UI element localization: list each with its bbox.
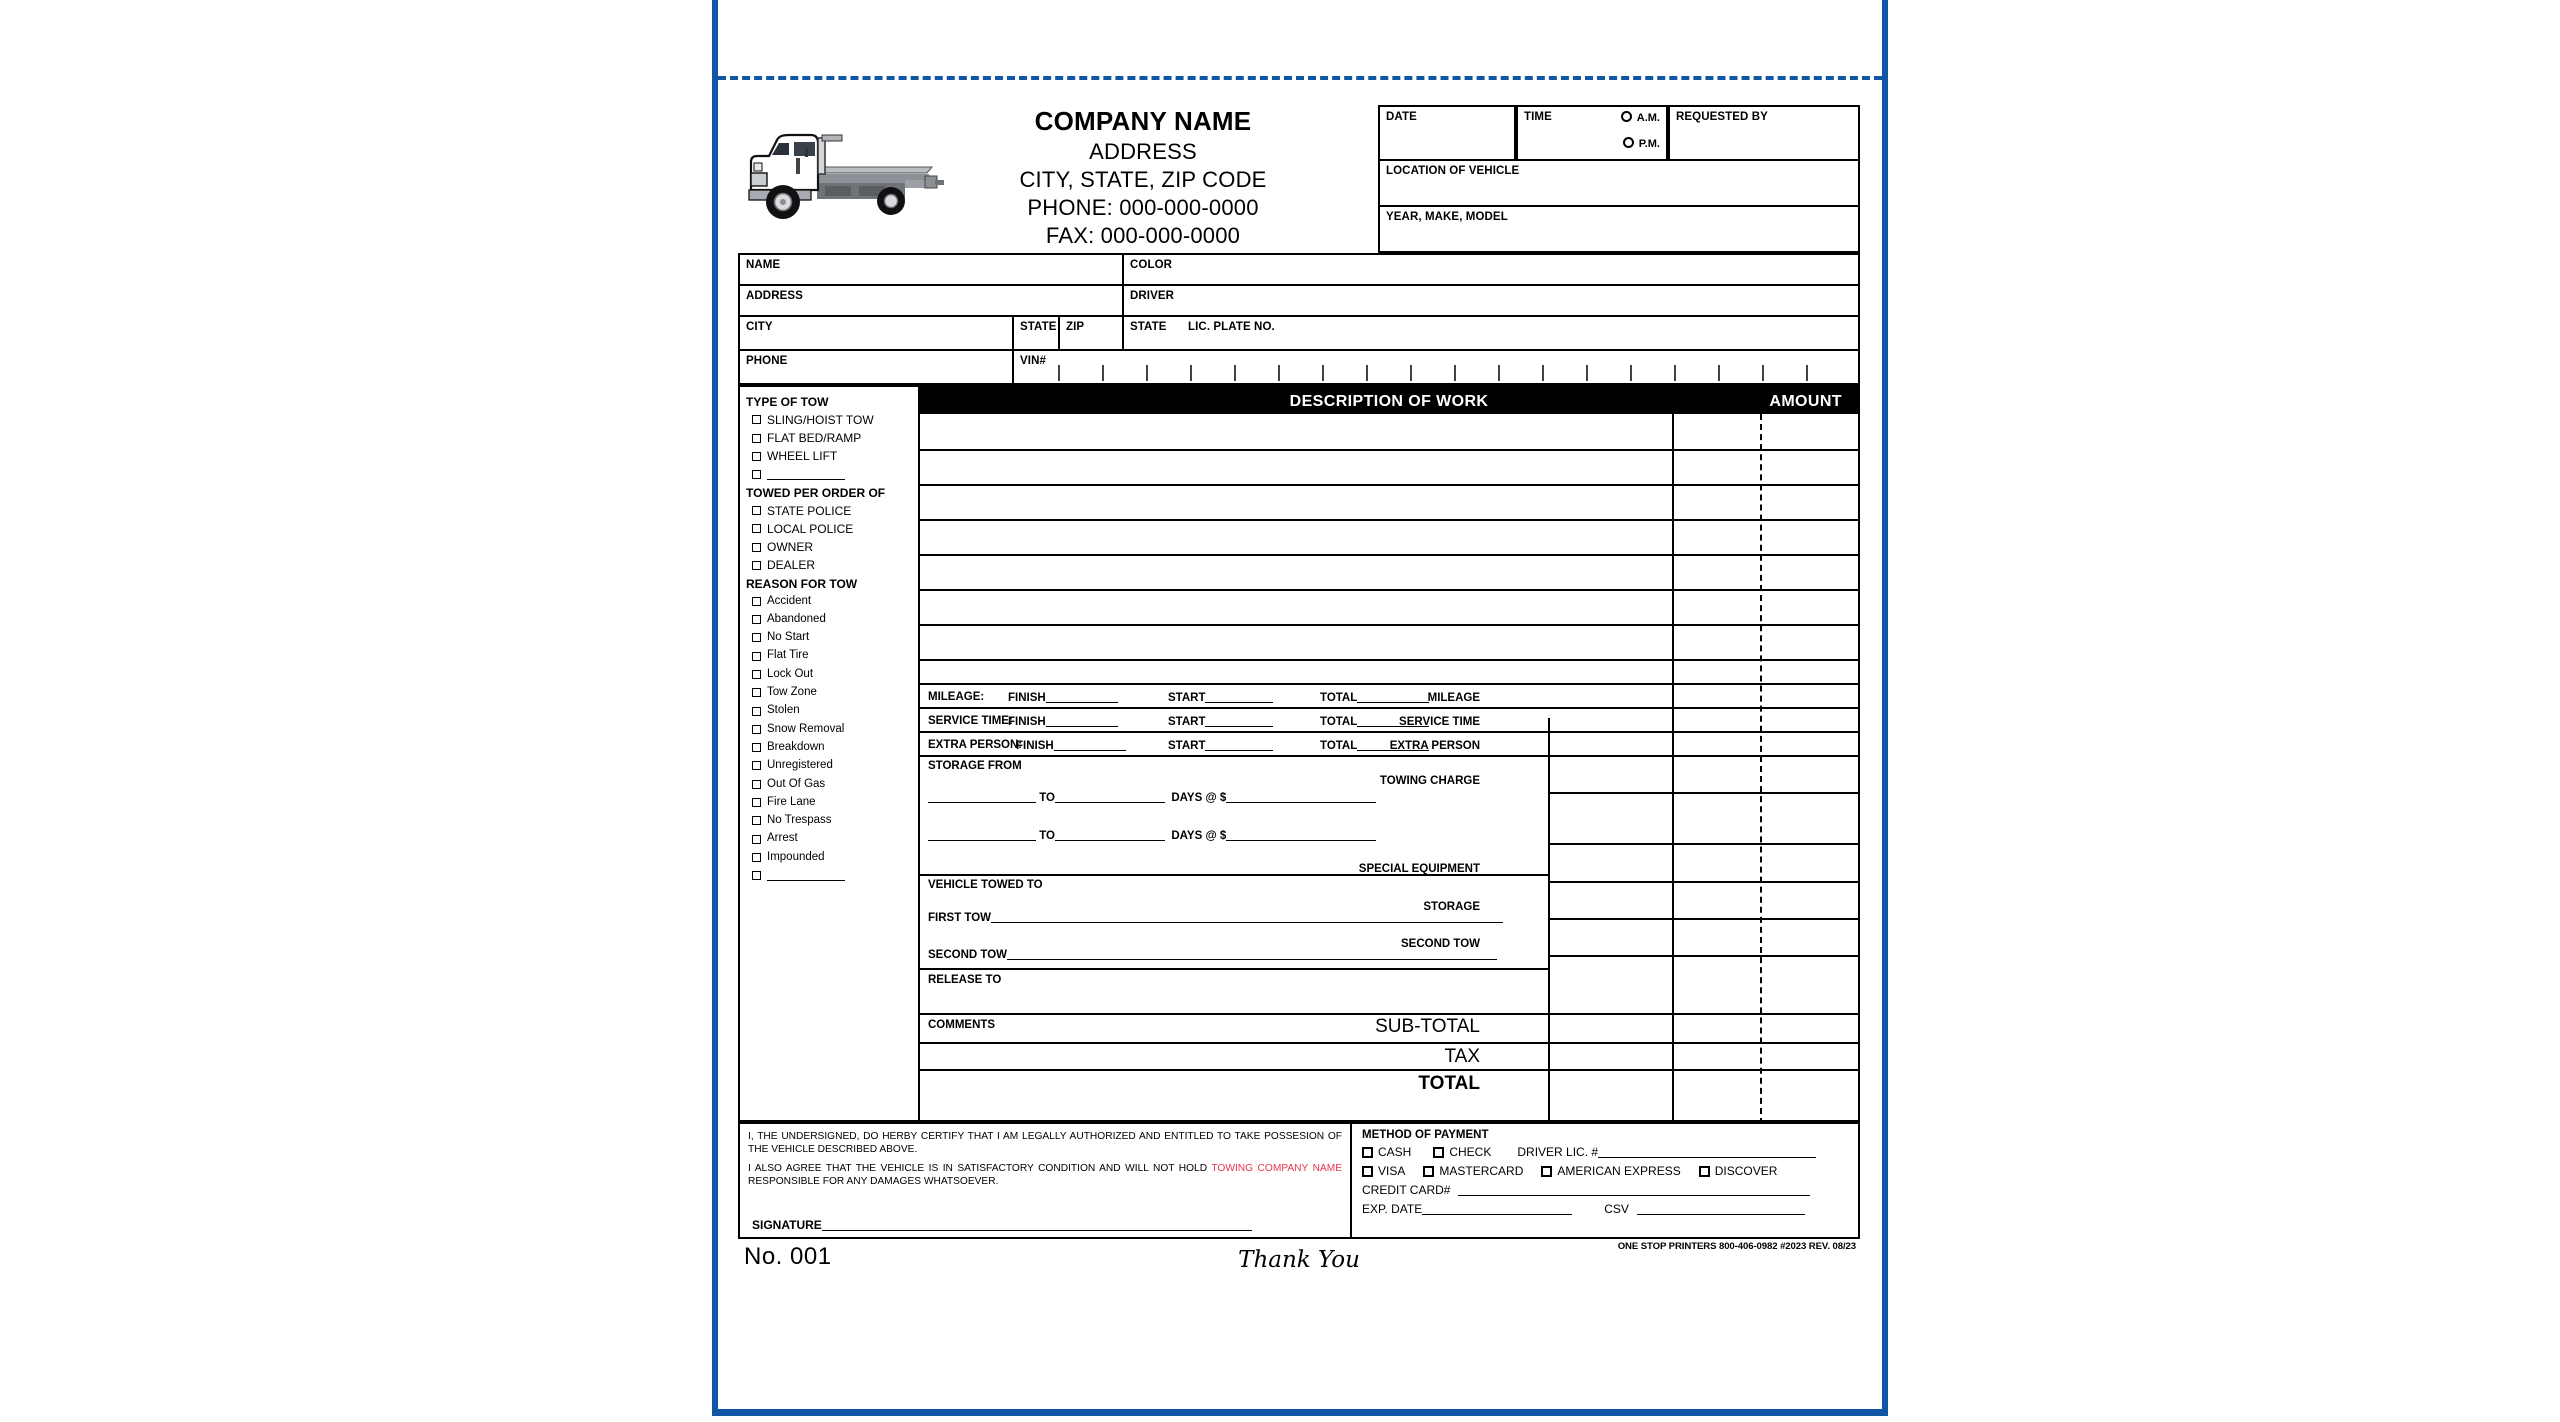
checkbox-label: Tow Zone — [767, 686, 817, 699]
extra-person-finish: FINISH — [1016, 740, 1126, 753]
towing-company-name-placeholder: TOWING COMPANY NAME — [1211, 1163, 1343, 1175]
year-make-model-label: YEAR, MAKE, MODEL — [1386, 211, 1508, 223]
mileage-finish: FINISH — [1008, 692, 1118, 705]
extra-person-start: START — [1168, 740, 1273, 753]
checkbox-icon[interactable] — [752, 816, 761, 825]
first-tow-line: FIRST TOW — [928, 912, 1503, 925]
checkbox-label: Out Of Gas — [767, 777, 826, 790]
exp-date-label: EXP. DATE — [1362, 1202, 1423, 1216]
service-time-start: START — [1168, 716, 1273, 729]
towed-per-order-of-list — [746, 502, 918, 573]
mileage-amount-label: MILEAGE — [1427, 692, 1480, 704]
checkbox-row[interactable] — [752, 611, 918, 627]
name-field[interactable] — [738, 253, 1124, 286]
driver-field[interactable] — [1122, 284, 1860, 317]
tow-options-column — [740, 387, 920, 1120]
reason-for-tow-list — [746, 593, 918, 884]
amount-column-divider — [1672, 414, 1674, 1069]
checkbox-label: Flat Tire — [767, 649, 809, 662]
mastercard-label: MASTERCARD — [1439, 1164, 1524, 1178]
checkbox-icon[interactable] — [752, 780, 761, 789]
time-label: TIME — [1524, 111, 1552, 123]
checkbox-label: Unregistered — [767, 759, 833, 772]
special-equipment-row-bottom — [1548, 881, 1858, 883]
checkbox-label: STATE POLICE — [767, 503, 852, 518]
checkbox-row[interactable] — [752, 539, 918, 555]
mastercard-checkbox[interactable] — [1423, 1166, 1434, 1177]
company-phone: PHONE: 000-000-0000 — [1027, 195, 1259, 220]
comments-heading: COMMENTS — [928, 1019, 996, 1031]
checkbox-label: Arrest — [767, 832, 798, 845]
checkbox-row[interactable] — [752, 630, 918, 646]
checkbox-label: Fire Lane — [767, 795, 816, 808]
exp-date-input[interactable] — [1422, 1203, 1572, 1215]
checkbox-row[interactable] — [752, 794, 918, 810]
agreement-and-payment-section — [738, 1122, 1860, 1239]
driver-label: DRIVER — [1130, 290, 1175, 302]
color-field[interactable] — [1122, 253, 1860, 286]
extra-person-row-top — [920, 731, 1858, 733]
signature-field[interactable] — [752, 1218, 1252, 1232]
towing-charge-row-bottom — [1548, 792, 1858, 794]
checkbox-row[interactable] — [752, 703, 918, 719]
form-footer — [738, 1239, 1860, 1285]
vehicle-state-label: STATE — [1130, 321, 1167, 333]
work-row-line — [920, 449, 1858, 451]
work-row-line — [920, 519, 1858, 521]
checkbox-row[interactable] — [752, 868, 918, 884]
storage-from-heading: STORAGE FROM — [928, 760, 1022, 772]
checkbox-row[interactable] — [752, 721, 918, 737]
checkbox-icon[interactable] — [752, 470, 761, 479]
work-description-column — [920, 387, 1858, 1120]
driver-lic-input[interactable] — [1598, 1146, 1816, 1158]
sub-total-label: SUB-TOTAL — [1375, 1016, 1480, 1037]
checkbox-icon[interactable] — [752, 835, 761, 844]
legal-p2-part-b: RESPONSIBLE FOR ANY DAMAGES WHATSOEVER. — [748, 1176, 999, 1188]
checkbox-row[interactable] — [752, 502, 918, 518]
method-of-payment-heading: METHOD OF PAYMENT — [1362, 1129, 1489, 1141]
amex-label: AMERICAN EXPRESS — [1557, 1164, 1681, 1178]
checkbox-row[interactable] — [752, 557, 918, 573]
discover-checkbox[interactable] — [1699, 1166, 1710, 1177]
date-label: DATE — [1386, 111, 1417, 123]
location-of-vehicle-field[interactable] — [1378, 159, 1860, 207]
company-block — [948, 106, 1338, 249]
requested-by-label: REQUESTED BY — [1676, 111, 1768, 123]
checkbox-icon[interactable] — [752, 561, 761, 570]
vehicle-towed-to-heading: VEHICLE TOWED TO — [928, 879, 1043, 891]
checkbox-row[interactable] — [752, 466, 918, 482]
write-in-line[interactable] — [767, 470, 845, 480]
checkbox-icon[interactable] — [752, 670, 761, 679]
vin-character-ticks — [1014, 365, 1858, 383]
address-label: ADDRESS — [746, 290, 803, 302]
vin-field[interactable] — [1012, 349, 1860, 385]
checkbox-label: Accident — [767, 594, 812, 607]
checkbox-row[interactable] — [752, 521, 918, 537]
special-equipment-label: SPECIAL EQUIPMENT — [1358, 863, 1480, 875]
state-field[interactable] — [1012, 315, 1060, 351]
storage-charge-row-bottom — [1548, 918, 1858, 920]
storage-line-1: TO DAYS @ $ — [928, 792, 1376, 805]
checkbox-icon[interactable] — [752, 853, 761, 862]
credit-card-row — [1362, 1183, 1848, 1197]
mileage-start: START — [1168, 692, 1273, 705]
checkbox-icon[interactable] — [752, 615, 761, 624]
special-equipment-row-top — [1548, 843, 1858, 845]
credit-card-label: CREDIT CARD# — [1362, 1183, 1451, 1197]
visa-label: VISA — [1378, 1164, 1406, 1178]
time-field[interactable] — [1516, 105, 1668, 161]
description-of-work-title: DESCRIPTION OF WORK — [1289, 393, 1489, 410]
storage-line-2: TO DAYS @ $ — [928, 830, 1376, 843]
date-field[interactable] — [1378, 105, 1516, 161]
checkbox-row[interactable] — [752, 776, 918, 792]
tax-row-top — [920, 1042, 1858, 1044]
form-header — [738, 100, 1860, 253]
perforation-tear-line — [718, 76, 1882, 80]
checkbox-icon[interactable] — [752, 597, 761, 606]
am-radio[interactable] — [1621, 111, 1632, 122]
release-to-top — [920, 968, 1548, 970]
extra-person-row-title: EXTRA PERSON: — [928, 739, 1023, 751]
company-city-state-zip: CITY, STATE, ZIP CODE — [1019, 167, 1267, 192]
signature-label: SIGNATURE — [752, 1218, 822, 1232]
tax-label: TAX — [1444, 1046, 1480, 1067]
year-make-model-field[interactable] — [1378, 205, 1860, 253]
service-time-finish: FINISH — [1008, 716, 1118, 729]
company-fax: FAX: 000-000-0000 — [1045, 223, 1241, 248]
checkbox-label: WHEEL LIFT — [767, 449, 838, 464]
service-time-row-title: SERVICE TIME: — [928, 715, 1013, 727]
credit-card-input[interactable] — [1458, 1184, 1810, 1196]
checkbox-row[interactable] — [752, 849, 918, 865]
form-number: No. 001 — [744, 1243, 832, 1270]
address-field[interactable] — [738, 284, 1124, 317]
checkbox-label: Snow Removal — [767, 722, 845, 735]
pm-label: P.M. — [1638, 138, 1660, 150]
amount-column-title: AMOUNT — [1769, 393, 1842, 410]
work-row-line — [920, 554, 1858, 556]
phone-label: PHONE — [746, 355, 788, 367]
service-time-amount-label: SERVICE TIME — [1399, 716, 1480, 728]
mileage-row-title: MILEAGE: — [928, 691, 985, 703]
requested-by-field[interactable] — [1668, 105, 1860, 161]
reason-for-tow-heading: REASON FOR TOW — [746, 576, 858, 591]
checkbox-row[interactable] — [752, 666, 918, 682]
name-label: NAME — [746, 259, 781, 271]
work-row-line — [920, 659, 1858, 661]
dispatch-fields-group — [1378, 105, 1860, 253]
checkbox-row[interactable] — [752, 740, 918, 756]
totals-label-divider — [1548, 1013, 1550, 1120]
total-row-top — [920, 1069, 1858, 1071]
checkbox-label: Lock Out — [767, 667, 814, 680]
checkbox-icon[interactable] — [752, 506, 761, 515]
checkbox-row[interactable] — [752, 831, 918, 847]
checkbox-icon[interactable] — [752, 452, 761, 461]
amex-checkbox[interactable] — [1541, 1166, 1552, 1177]
work-row-line — [920, 624, 1858, 626]
extra-person-amount-label: EXTRA PERSON — [1389, 740, 1480, 752]
checkbox-icon[interactable] — [752, 415, 761, 424]
checkbox-label: LOCAL POLICE — [767, 521, 854, 536]
checkbox-row[interactable] — [752, 648, 918, 664]
checkbox-row[interactable] — [752, 448, 918, 464]
company-name: COMPANY NAME — [1034, 106, 1252, 136]
description-of-work-header — [920, 387, 1858, 414]
driver-lic-label: DRIVER LIC. # — [1517, 1145, 1599, 1159]
checkbox-label: Abandoned — [767, 612, 826, 625]
mileage-total: TOTAL — [1320, 692, 1429, 705]
check-checkbox[interactable] — [1433, 1147, 1444, 1158]
extra-person-total: TOTAL — [1320, 740, 1429, 753]
phone-field[interactable] — [738, 349, 1014, 385]
checkbox-label: FLAT BED/RAMP — [767, 431, 862, 446]
flatbed-tow-truck-icon — [739, 118, 949, 228]
discover-label: DISCOVER — [1714, 1164, 1778, 1178]
cash-label: CASH — [1378, 1145, 1412, 1159]
checkbox-icon[interactable] — [752, 524, 761, 533]
printer-imprint: ONE STOP PRINTERS 800-406-0982 #2023 REV. 08/23 — [1617, 1241, 1856, 1252]
checkbox-icon[interactable] — [752, 798, 761, 807]
lic-plate-no-label: LIC. PLATE NO. — [1188, 321, 1275, 333]
state-label: STATE — [1020, 321, 1057, 333]
legal-paragraph-2 — [748, 1162, 1342, 1188]
legal-p2-part-a: I ALSO AGREE THAT THE VEHICLE IS IN SATISFACTORY CONDITION AND WILL NOT HOLD — [748, 1163, 1212, 1175]
legal-paragraph-1: I, THE UNDERSIGNED, DO HERBY CERTIFY THAT I AM LEGALLY AUTHORIZED AND ENTITLED TO TAKE POSSESION OF THE VEHICLE DESCRIBED ABOVE. — [748, 1131, 1342, 1156]
checkbox-icon[interactable] — [752, 543, 761, 552]
checkbox-label: Breakdown — [767, 740, 825, 753]
checkbox-row[interactable] — [752, 593, 918, 609]
checkbox-row[interactable] — [752, 685, 918, 701]
second-tow-charge-row-bottom — [1548, 955, 1858, 957]
customer-vehicle-grid — [738, 253, 1860, 385]
totals-amount-divider — [1672, 1013, 1674, 1120]
storage-charge-label: STORAGE — [1423, 901, 1480, 913]
type-of-tow-heading: TYPE OF TOW — [746, 395, 829, 409]
vehicle-towed-to-top — [920, 874, 1548, 876]
total-label: TOTAL — [1418, 1073, 1480, 1094]
method-of-payment-block — [1352, 1124, 1858, 1237]
location-of-vehicle-label: LOCATION OF VEHICLE — [1386, 165, 1520, 177]
work-row-line — [920, 589, 1858, 591]
checkbox-row[interactable] — [752, 430, 918, 446]
checkbox-row[interactable] — [752, 412, 918, 428]
pm-radio[interactable] — [1623, 137, 1634, 148]
legal-agreement-block — [740, 1124, 1352, 1237]
checkbox-icon[interactable] — [752, 725, 761, 734]
checkbox-label: Impounded — [767, 850, 825, 863]
second-tow-charge-label: SECOND TOW — [1400, 938, 1480, 950]
csv-label: CSV — [1604, 1202, 1629, 1216]
checkbox-label: No Trespass — [767, 814, 832, 827]
color-label: COLOR — [1130, 259, 1173, 271]
checkbox-icon[interactable] — [752, 761, 761, 770]
cash-checkbox[interactable] — [1362, 1147, 1373, 1158]
service-time-row-top — [920, 707, 1858, 709]
checkbox-label: No Start — [767, 631, 810, 644]
second-tow-line: SECOND TOW — [928, 949, 1497, 962]
thank-you-text: Thank You — [1238, 1247, 1360, 1273]
city-field[interactable] — [738, 315, 1014, 351]
storage-section-top — [920, 755, 1548, 757]
checkbox-icon[interactable] — [752, 871, 761, 880]
visa-checkbox[interactable] — [1362, 1166, 1373, 1177]
zip-label: ZIP — [1066, 321, 1085, 333]
company-address: ADDRESS — [1089, 139, 1197, 164]
type-of-tow-list — [746, 412, 918, 483]
service-time-total: TOTAL — [1320, 716, 1429, 729]
checkbox-label: Stolen — [767, 704, 800, 717]
checkbox-icon[interactable] — [752, 434, 761, 443]
payment-row-1 — [1362, 1145, 1848, 1159]
checkbox-icon[interactable] — [752, 652, 761, 661]
release-to-heading: RELEASE TO — [928, 974, 1002, 986]
am-label: A.M. — [1636, 112, 1660, 124]
checkbox-icon[interactable] — [752, 743, 761, 752]
vin-label: VIN# — [1020, 355, 1046, 367]
city-label: CITY — [746, 321, 773, 333]
payment-row-2 — [1362, 1164, 1848, 1178]
vehicle-state-plate-field[interactable] — [1122, 315, 1860, 351]
work-detail-body — [738, 385, 1860, 1122]
towing-charge-label: TOWING CHARGE — [1379, 775, 1480, 787]
zip-field[interactable] — [1058, 315, 1124, 351]
check-label: CHECK — [1449, 1145, 1492, 1159]
work-row-line — [920, 484, 1858, 486]
checkbox-label: DEALER — [767, 558, 816, 573]
exp-csv-row — [1362, 1202, 1848, 1216]
checkbox-row[interactable] — [752, 813, 918, 829]
checkbox-label: OWNER — [767, 540, 813, 555]
comments-top — [920, 1013, 1858, 1015]
tow-invoice-form — [738, 100, 1860, 1385]
towed-per-order-of-heading: TOWED PER ORDER OF — [746, 485, 886, 500]
checkbox-label: SLING/HOIST TOW — [767, 412, 874, 427]
checkbox-row[interactable] — [752, 758, 918, 774]
csv-input[interactable] — [1637, 1203, 1805, 1215]
checkbox-icon[interactable] — [752, 633, 761, 642]
write-in-line[interactable] — [767, 871, 845, 881]
checkbox-icon[interactable] — [752, 707, 761, 716]
checkbox-icon[interactable] — [752, 688, 761, 697]
mileage-row-top — [920, 683, 1858, 685]
towing-charge-row-top — [1548, 755, 1858, 757]
